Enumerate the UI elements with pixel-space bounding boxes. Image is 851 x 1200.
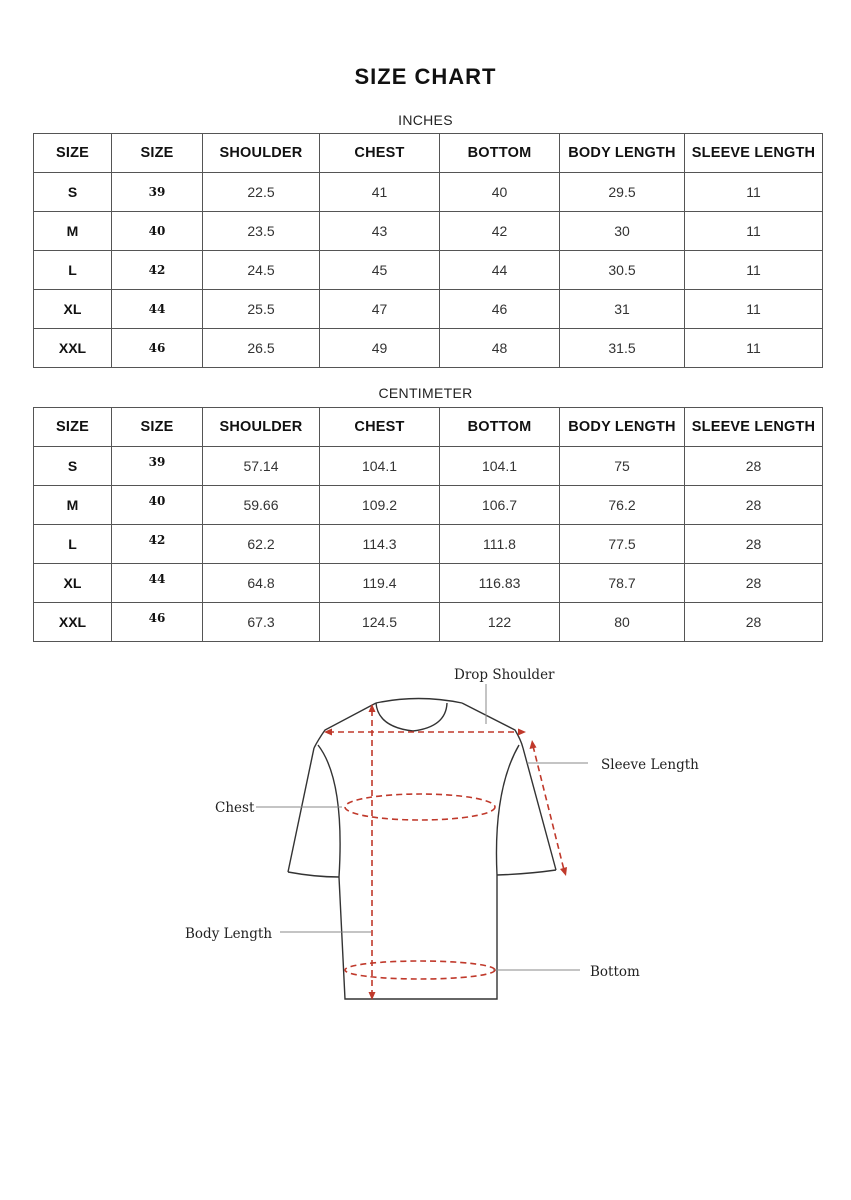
drop-shoulder-label: Drop Shoulder — [454, 667, 555, 683]
cell-size-number: 42 — [112, 251, 203, 290]
header-shoulder: SHOULDER — [203, 408, 320, 447]
cell-size-number: 40 — [112, 486, 203, 525]
header-bottom: BOTTOM — [440, 134, 560, 173]
table-row — [34, 173, 823, 212]
header-sleeve-length: SLEEVE LENGTH — [685, 408, 823, 447]
cell-bottom: 111.8 — [440, 525, 560, 564]
cell-shoulder: 26.5 — [203, 329, 320, 368]
cell-chest: 119.4 — [320, 564, 440, 603]
cell-sleeve-length: 28 — [685, 447, 823, 486]
cell-size-number: 42 — [112, 525, 203, 564]
cell-bottom: 48 — [440, 329, 560, 368]
cell-shoulder: 23.5 — [203, 212, 320, 251]
cell-size-number: 40 — [112, 212, 203, 251]
cell-body-length: 30 — [560, 212, 685, 251]
cell-size: XXL — [34, 329, 112, 368]
header-body-length: BODY LENGTH — [560, 134, 685, 173]
cell-chest: 114.3 — [320, 525, 440, 564]
cell-body-length: 31.5 — [560, 329, 685, 368]
cell-body-length: 77.5 — [560, 525, 685, 564]
tshirt-measurement-diagram — [0, 650, 851, 1020]
cell-chest: 43 — [320, 212, 440, 251]
cell-chest: 47 — [320, 290, 440, 329]
header-size: SIZE — [34, 134, 112, 173]
table-row — [34, 447, 823, 486]
table-row — [34, 329, 823, 368]
cell-sleeve-length: 11 — [685, 212, 823, 251]
header-sleeve-length: SLEEVE LENGTH — [685, 134, 823, 173]
table-row — [34, 564, 823, 603]
cell-size-number: 46 — [112, 603, 203, 642]
bottom-label: Bottom — [590, 964, 640, 980]
cell-size: M — [34, 486, 112, 525]
cell-size: S — [34, 173, 112, 212]
cell-sleeve-length: 11 — [685, 173, 823, 212]
cell-bottom: 46 — [440, 290, 560, 329]
header-size-number: SIZE — [112, 408, 203, 447]
cell-body-length: 78.7 — [560, 564, 685, 603]
header-body-length: BODY LENGTH — [560, 408, 685, 447]
inches-table — [33, 133, 823, 368]
cell-shoulder: 62.2 — [203, 525, 320, 564]
centimeter-table — [33, 407, 823, 642]
cell-size: XL — [34, 290, 112, 329]
cell-shoulder: 25.5 — [203, 290, 320, 329]
cell-sleeve-length: 28 — [685, 486, 823, 525]
cell-size-number: 44 — [112, 290, 203, 329]
cell-size: S — [34, 447, 112, 486]
cell-size: L — [34, 251, 112, 290]
cell-shoulder: 64.8 — [203, 564, 320, 603]
cell-chest: 109.2 — [320, 486, 440, 525]
cell-chest: 45 — [320, 251, 440, 290]
table-header-row — [34, 408, 823, 447]
cell-chest: 104.1 — [320, 447, 440, 486]
tshirt-outline-icon — [0, 650, 851, 1020]
cell-size-number: 44 — [112, 564, 203, 603]
cell-sleeve-length: 11 — [685, 290, 823, 329]
inches-label: INCHES — [398, 112, 453, 128]
cell-bottom: 116.83 — [440, 564, 560, 603]
cell-sleeve-length: 28 — [685, 564, 823, 603]
cell-body-length: 75 — [560, 447, 685, 486]
cell-shoulder: 22.5 — [203, 173, 320, 212]
cell-chest: 41 — [320, 173, 440, 212]
cell-bottom: 44 — [440, 251, 560, 290]
cell-sleeve-length: 11 — [685, 329, 823, 368]
centimeter-label: CENTIMETER — [378, 385, 473, 401]
cell-size: XL — [34, 564, 112, 603]
body-length-label: Body Length — [185, 926, 273, 942]
cell-size-number: 39 — [112, 173, 203, 212]
cell-bottom: 40 — [440, 173, 560, 212]
table-row — [34, 603, 823, 642]
cell-shoulder: 24.5 — [203, 251, 320, 290]
header-chest: CHEST — [320, 408, 440, 447]
chest-label: Chest — [215, 800, 255, 816]
cell-size: L — [34, 525, 112, 564]
cell-size-number: 39 — [112, 447, 203, 486]
cell-size: XXL — [34, 603, 112, 642]
table-row — [34, 486, 823, 525]
cell-chest: 124.5 — [320, 603, 440, 642]
header-shoulder: SHOULDER — [203, 134, 320, 173]
table-row — [34, 525, 823, 564]
cell-size: M — [34, 212, 112, 251]
cell-body-length: 76.2 — [560, 486, 685, 525]
cell-sleeve-length: 28 — [685, 525, 823, 564]
sleeve-length-label: Sleeve Length — [601, 757, 699, 773]
table-row — [34, 212, 823, 251]
cell-bottom: 122 — [440, 603, 560, 642]
cell-shoulder: 57.14 — [203, 447, 320, 486]
table-row — [34, 290, 823, 329]
cell-shoulder: 67.3 — [203, 603, 320, 642]
cell-bottom: 104.1 — [440, 447, 560, 486]
cell-sleeve-length: 11 — [685, 251, 823, 290]
header-chest: CHEST — [320, 134, 440, 173]
page-title: SIZE CHART — [354, 64, 497, 89]
cell-shoulder: 59.66 — [203, 486, 320, 525]
cell-sleeve-length: 28 — [685, 603, 823, 642]
header-bottom: BOTTOM — [440, 408, 560, 447]
cell-bottom: 106.7 — [440, 486, 560, 525]
cell-chest: 49 — [320, 329, 440, 368]
table-row — [34, 251, 823, 290]
cell-body-length: 29.5 — [560, 173, 685, 212]
cell-body-length: 31 — [560, 290, 685, 329]
table-header-row — [34, 134, 823, 173]
cell-size-number: 46 — [112, 329, 203, 368]
header-size-number: SIZE — [112, 134, 203, 173]
cell-body-length: 30.5 — [560, 251, 685, 290]
cell-bottom: 42 — [440, 212, 560, 251]
cell-body-length: 80 — [560, 603, 685, 642]
header-size: SIZE — [34, 408, 112, 447]
